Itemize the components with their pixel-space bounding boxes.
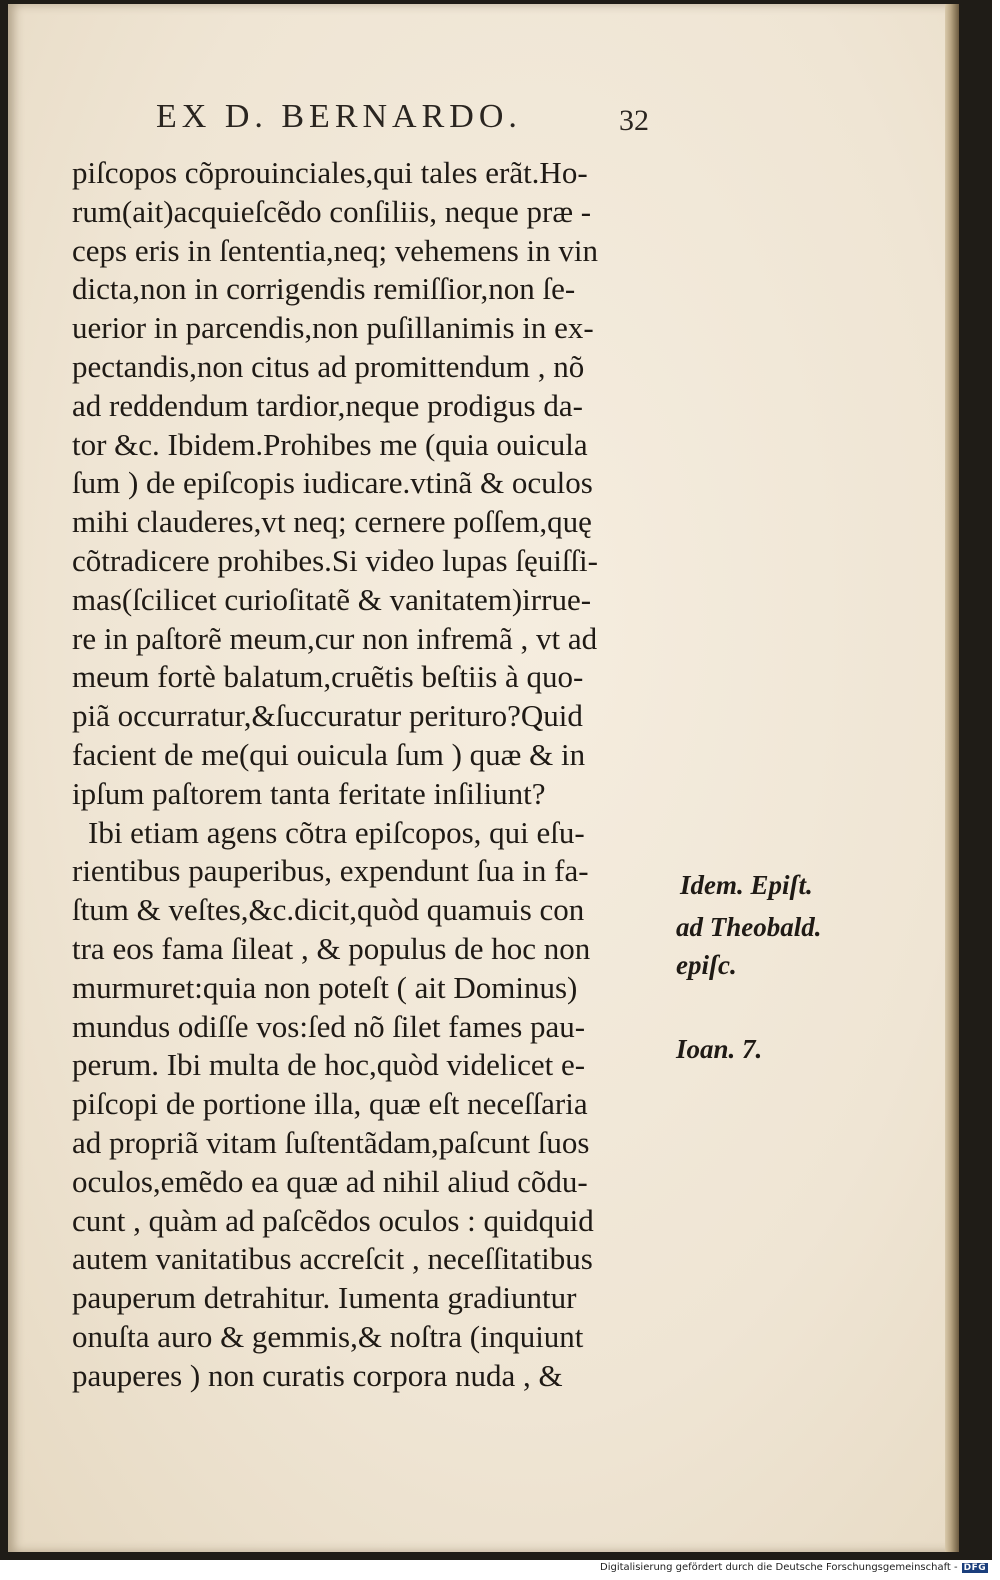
marginal-note: Ioan. 7. (676, 1034, 763, 1064)
text-line: autem vanitatibus accreſcit , neceſſitatibus (72, 1241, 593, 1277)
footer-text: Digitalisierung gefördert durch die Deutsche Forschungsgemeinschaft - (600, 1562, 958, 1573)
text-line-paragraph-start: Ibi etiam agens cõtra epiſcopos, qui eſu- (88, 814, 585, 850)
text-line: ad propriã vitam ſuſtentãdam,paſcunt ſuos (72, 1124, 590, 1160)
text-line: dicta,non in corrigendis remiſſior,non ſe- (72, 271, 576, 307)
dfg-logo: DFG (963, 1563, 987, 1573)
text-line: pectandis,non citus ad promittendum , nõ (72, 348, 585, 384)
text-line: piſcopi de portione illa, quæ eſt neceſſaria (72, 1086, 588, 1122)
page-edge (945, 4, 959, 1552)
text-line: tra eos fama ſileat , & populus de hoc non (72, 930, 591, 966)
text-line: cõtradicere prohibes.Si video lupas ſęuiſſi- (72, 542, 598, 578)
text-line: mundus odiſſe vos:ſed nõ ſilet fames pau- (72, 1008, 586, 1044)
text-line: tor &c. Ibidem.Prohibes me (quia ouicula (72, 426, 588, 462)
text-line: meum fortè balatum,cruẽtis beſtiis à quo- (72, 659, 584, 695)
text-line: oculos,emẽdo ea quæ ad nihil aliud cõdu- (72, 1163, 588, 1199)
text-line: rum(ait)acquieſcẽdo conſiliis, neque præ - (72, 193, 592, 229)
text-line: facient de me(qui ouicula ſum ) quæ & in (72, 736, 586, 772)
marginal-note: epiſc. (676, 950, 737, 980)
text-line: onuſta auro & gemmis,& noſtra (inquiunt (72, 1318, 584, 1354)
text-line: piã occurratur,&ſuccuratur perituro?Quid (72, 698, 583, 734)
body-text (72, 154, 692, 1396)
text-line: rientibus pauperibus, expendunt ſua in fa- (72, 853, 589, 889)
text-line: mas(ſcilicet curioſitatẽ & vanitatem)irrue- (72, 581, 592, 617)
text-line: murmuret:quia non poteſt ( ait Dominus) (72, 969, 578, 1005)
marginal-note: Idem. Epiſt. (680, 870, 813, 900)
text-line: pauperum detrahitur. Iumenta gradiuntur (72, 1280, 577, 1316)
text-line: pauperes ) non curatis corpora nuda , & (72, 1357, 563, 1393)
text-line: re in paſtorẽ meum,cur non infremã , vt ad (72, 620, 598, 656)
page-number: 32 (619, 104, 649, 137)
text-line: ſtum & veſtes,&c.dicit,quòd quamuis con (72, 892, 585, 928)
running-head: EX D. BERNARDO. (156, 98, 522, 135)
text-line: uerior in parcendis,non puſillanimis in ex- (72, 310, 594, 346)
text-line: ſum ) de epiſcopis iudicare.vtinã & oculos (72, 465, 593, 501)
text-line: ad reddendum tardior,neque prodigus da- (72, 387, 583, 423)
text-line: mihi clauderes,vt neq; cernere poſſem,quę (72, 504, 592, 540)
digitization-footer (600, 1562, 988, 1573)
marginal-note: ad Theobald. (676, 912, 822, 942)
text-line: cunt , quàm ad paſcẽdos oculos : quidquid (72, 1202, 594, 1238)
text-line: perum. Ibi multa de hoc,quòd videlicet e- (72, 1047, 586, 1083)
text-line: piſcopos cõprouinciales,qui tales erãt.Ho- (72, 155, 588, 190)
text-line: ceps eris in ſententia,neq; vehemens in vin (72, 232, 598, 268)
text-line: ipſum paſtorem tanta feritate inſiliunt? (72, 775, 546, 811)
